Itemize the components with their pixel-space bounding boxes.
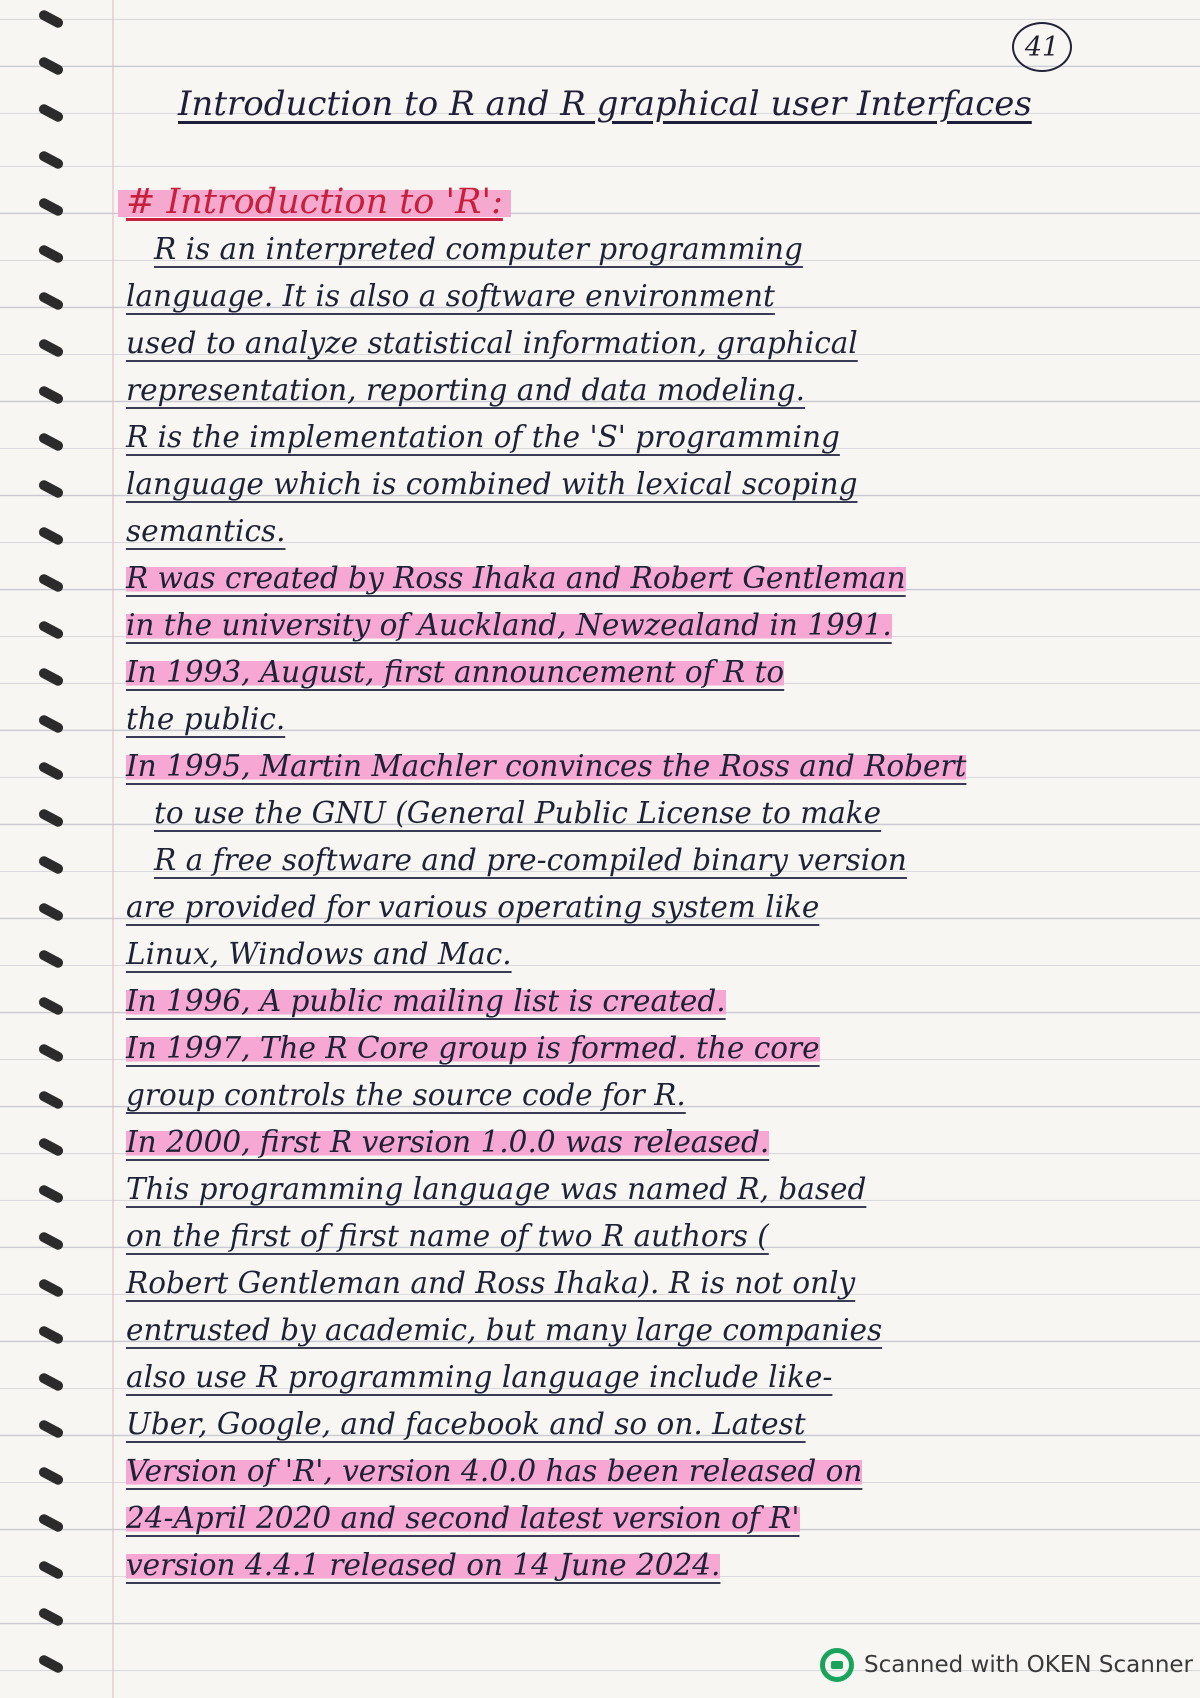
note-text: Robert Gentleman and Ross Ihaka). R is not only [126,1266,856,1300]
note-text: also use R programming language include like- [126,1360,833,1394]
binding-ring [37,1606,65,1627]
binding-ring [37,1136,65,1157]
binding-ring [37,1042,65,1063]
note-line [126,884,1166,931]
binding-ring [37,478,65,499]
oken-scanner-logo-icon [820,1648,854,1682]
note-text: semantics. [126,514,286,548]
binding-ring [37,55,65,76]
note-line [126,1307,1166,1354]
note-text: language which is combined with lexical scoping [126,467,858,501]
note-line [126,1542,1166,1589]
note-line [126,273,1166,320]
binding-ring [37,196,65,217]
binding-ring [37,1230,65,1251]
page-title: Introduction to R and R graphical user Interfaces [178,84,1032,124]
note-line [126,931,1166,978]
binding-ring [37,572,65,593]
highlighted-note-text: In 1995, Martin Machler convinces the Ross and Robert [126,749,967,783]
note-line [126,743,1166,790]
note-text: R is the implementation of the 'S' programming [126,420,840,454]
binding-ring [37,243,65,264]
binding-ring [37,1418,65,1439]
binding-ring [37,666,65,687]
binding-ring [37,1559,65,1580]
note-line [126,320,1166,367]
binding-ring [37,290,65,311]
binding-ring [37,1465,65,1486]
highlighted-note-text: In 1997, The R Core group is formed. the core [126,1031,820,1065]
scanner-watermark [820,1648,1193,1682]
note-text: R is an interpreted computer programming [154,232,803,266]
binding-ring [37,713,65,734]
note-line [126,414,1166,461]
note-text: representation, reporting and data modeling. [126,373,806,407]
highlighted-note-text: 24-April 2020 and second latest version of R' [126,1501,800,1535]
note-line [126,1166,1166,1213]
highlighted-note-text: In 1996, A public mailing list is created. [126,984,726,1018]
page-number [1012,22,1072,72]
note-line [126,508,1166,555]
highlighted-note-text: R was created by Ross Ihaka and Robert Gentleman [126,561,906,595]
binding-ring [37,760,65,781]
note-text: used to analyze statistical information, graphical [126,326,858,360]
binding-ring [37,1512,65,1533]
note-line [126,1448,1166,1495]
note-line [126,367,1166,414]
binding-ring [37,1324,65,1345]
watermark-text: Scanned with OKEN Scanner [864,1652,1193,1678]
note-line [126,1354,1166,1401]
note-text: on the first of first name of two R authors ( [126,1219,769,1253]
section-heading: # Introduction to 'R': [118,182,511,222]
note-line [126,1072,1166,1119]
note-line [126,790,1166,837]
note-line [126,1213,1166,1260]
binding-ring [37,8,65,29]
page-number-text: 41 [1024,31,1060,63]
binding-ring [37,431,65,452]
note-text: R a free software and pre-compiled binary version [154,843,907,877]
note-line [126,1495,1166,1542]
note-line [126,1025,1166,1072]
note-text: Linux, Windows and Mac. [126,937,512,971]
binding-ring [37,102,65,123]
note-text: This programming language was named R, based [126,1172,867,1206]
note-line [126,1260,1166,1307]
note-line [126,226,1166,273]
note-text: Uber, Google, and facebook and so on. Latest [126,1407,806,1441]
highlighted-note-text: In 1993, August, first announcement of R to [126,655,785,689]
binding-ring [37,1277,65,1298]
note-line [126,649,1166,696]
note-line [126,978,1166,1025]
note-line [126,461,1166,508]
note-line [126,1119,1166,1166]
binding-ring [37,149,65,170]
note-text: to use the GNU (General Public License to make [154,796,882,830]
binding-ring [37,901,65,922]
note-text: entrusted by academic, but many large companies [126,1313,883,1347]
note-text: the public. [126,702,286,736]
binding-ring [37,948,65,969]
spiral-binding [34,0,68,1698]
binding-ring [37,619,65,640]
margin-line [112,0,114,1698]
highlighted-note-text: version 4.4.1 released on 14 June 2024. [126,1548,721,1582]
binding-ring [37,854,65,875]
binding-ring [37,1089,65,1110]
binding-ring [37,525,65,546]
binding-ring [37,384,65,405]
binding-ring [37,1371,65,1392]
note-line [126,1401,1166,1448]
note-line [126,555,1166,602]
binding-ring [37,337,65,358]
note-text: are provided for various operating system like [126,890,820,924]
note-text: group controls the source code for R. [126,1078,686,1112]
binding-ring [37,807,65,828]
highlighted-note-text: in the university of Auckland, Newzealand in 1991. [126,608,892,642]
notes-body [126,226,1166,1589]
note-text: language. It is also a software environment [126,279,775,313]
binding-ring [37,995,65,1016]
highlighted-note-text: In 2000, first R version 1.0.0 was released. [126,1125,770,1159]
note-line [126,837,1166,884]
note-line [126,696,1166,743]
binding-ring [37,1183,65,1204]
highlighted-note-text: Version of 'R', version 4.0.0 has been released on [126,1454,863,1488]
binding-ring [37,1653,65,1674]
note-line [126,602,1166,649]
